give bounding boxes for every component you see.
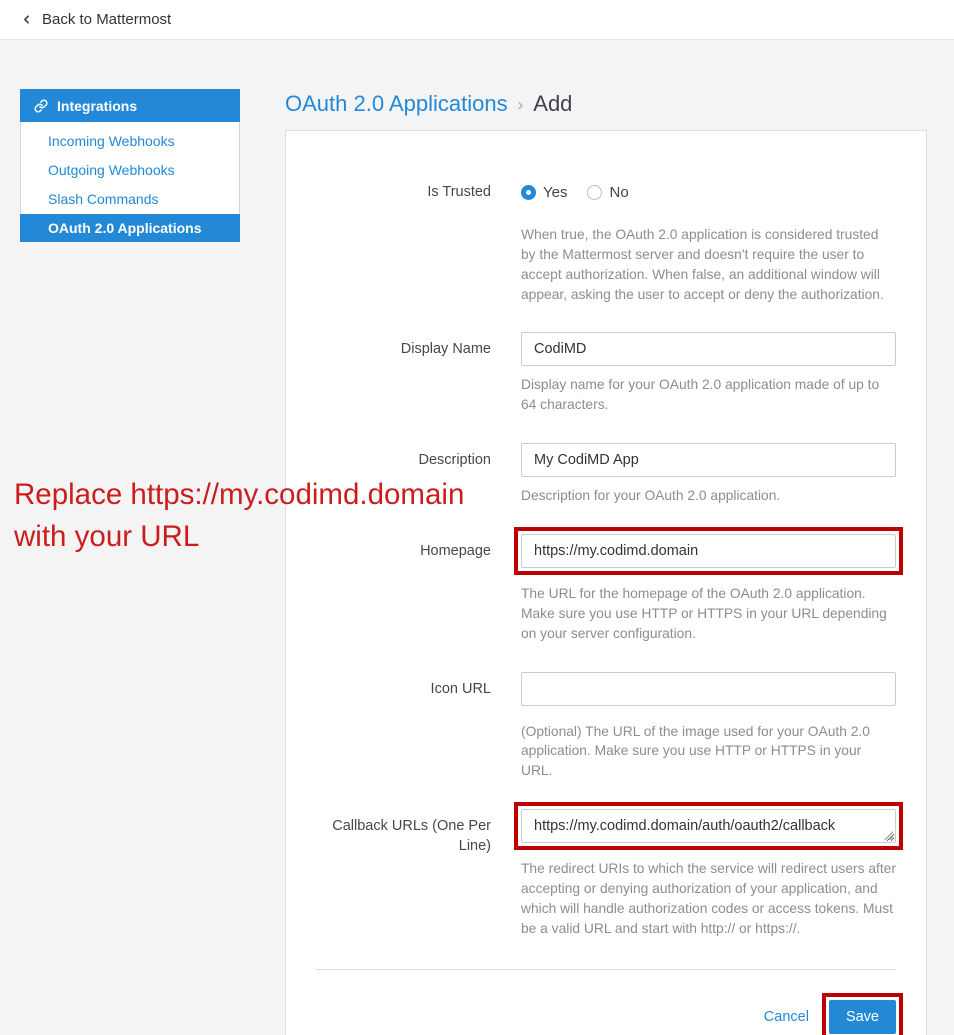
- is-trusted-help-text: When true, the OAuth 2.0 application is considered trusted by the Mattermost server and doesn't require the user to accept authorization. When false, an additional window will appear, asking the user to accept or deny the authorization.: [521, 227, 884, 302]
- save-highlight-box: [822, 993, 903, 1035]
- sidebar-item-incoming-webhooks[interactable]: Incoming Webhooks: [48, 133, 175, 149]
- icon-url-input[interactable]: [521, 672, 896, 706]
- is-trusted-radio-group: [521, 181, 896, 201]
- icon-url-label: Icon URL: [430, 680, 491, 697]
- breadcrumb-oauth-applications-link[interactable]: OAuth 2.0 Applications: [285, 91, 508, 116]
- homepage-input[interactable]: [521, 534, 896, 568]
- main-content: [285, 91, 927, 1035]
- callback-urls-textarea[interactable]: [521, 809, 896, 843]
- is-trusted-label: Is Trusted: [427, 184, 491, 200]
- breadcrumb: [285, 91, 927, 117]
- sidebar-header-integrations: [20, 89, 240, 122]
- description-label: Description: [418, 452, 491, 469]
- radio-unselected-icon[interactable]: [587, 185, 602, 200]
- annotation-line-1: Replace https://my.codimd.domain: [14, 478, 465, 511]
- annotation-line-2: with your URL: [14, 520, 200, 554]
- form-footer: [316, 970, 896, 1035]
- homepage-label: Homepage: [420, 543, 491, 560]
- form-row-description: [316, 443, 896, 506]
- callback-urls-label: Callback URLs (One Per Line): [332, 818, 491, 854]
- sidebar-header-label: Integrations: [57, 97, 138, 114]
- integrations-sidebar: [20, 89, 240, 242]
- homepage-highlight-box: [514, 527, 903, 575]
- description-input[interactable]: [521, 443, 896, 477]
- sidebar-item-outgoing-webhooks[interactable]: Outgoing Webhooks: [48, 162, 175, 178]
- form-row-display-name: [316, 332, 896, 415]
- homepage-help-text: The URL for the homepage of the OAuth 2.0 application. Make sure you use HTTP or HTTPS in your URL depending on your server configuration.: [521, 586, 887, 641]
- is-trusted-no-option[interactable]: [587, 184, 628, 201]
- is-trusted-yes-option[interactable]: [521, 184, 567, 201]
- topbar: [0, 0, 954, 40]
- save-button[interactable]: Save: [829, 1000, 896, 1034]
- description-help-text: Description for your OAuth 2.0 application.: [521, 488, 781, 504]
- display-name-label: Display Name: [400, 341, 491, 358]
- is-trusted-no-label: No: [609, 184, 629, 201]
- form-row-homepage: [316, 534, 896, 644]
- back-to-mattermost-link[interactable]: Back to Mattermost: [42, 11, 172, 28]
- sidebar-item-slash-commands[interactable]: Slash Commands: [48, 191, 159, 207]
- callback-urls-help-text: The redirect URIs to which the service will redirect users after accepting or denying authorization of your application, and which will handle authorization codes or access tokens. Must be a valid URL and start with http:// or https://.: [521, 861, 896, 936]
- icon-url-help-text: (Optional) The URL of the image used for your OAuth 2.0 application. Make sure you use HTTP or HTTPS in your URL.: [521, 723, 870, 779]
- radio-selected-icon[interactable]: [521, 185, 536, 200]
- display-name-help-text: Display name for your OAuth 2.0 application made of up to 64 characters.: [521, 377, 880, 413]
- page-title: Add: [533, 91, 573, 116]
- link-icon: [34, 99, 48, 113]
- form-row-is-trusted: [316, 181, 896, 304]
- chevron-left-icon: [20, 13, 33, 26]
- oauth-add-form-card: [285, 130, 927, 1035]
- sidebar-menu: [20, 122, 240, 242]
- form-row-icon-url: [316, 672, 896, 782]
- display-name-input[interactable]: [521, 332, 896, 366]
- cancel-button[interactable]: Cancel: [763, 1008, 809, 1025]
- sidebar-item-oauth-applications[interactable]: OAuth 2.0 Applications: [20, 214, 240, 242]
- form-row-callback-urls: [316, 809, 896, 938]
- is-trusted-yes-label: Yes: [543, 184, 568, 201]
- breadcrumb-separator-icon: ›: [517, 95, 524, 114]
- callback-urls-highlight-box: [514, 802, 903, 850]
